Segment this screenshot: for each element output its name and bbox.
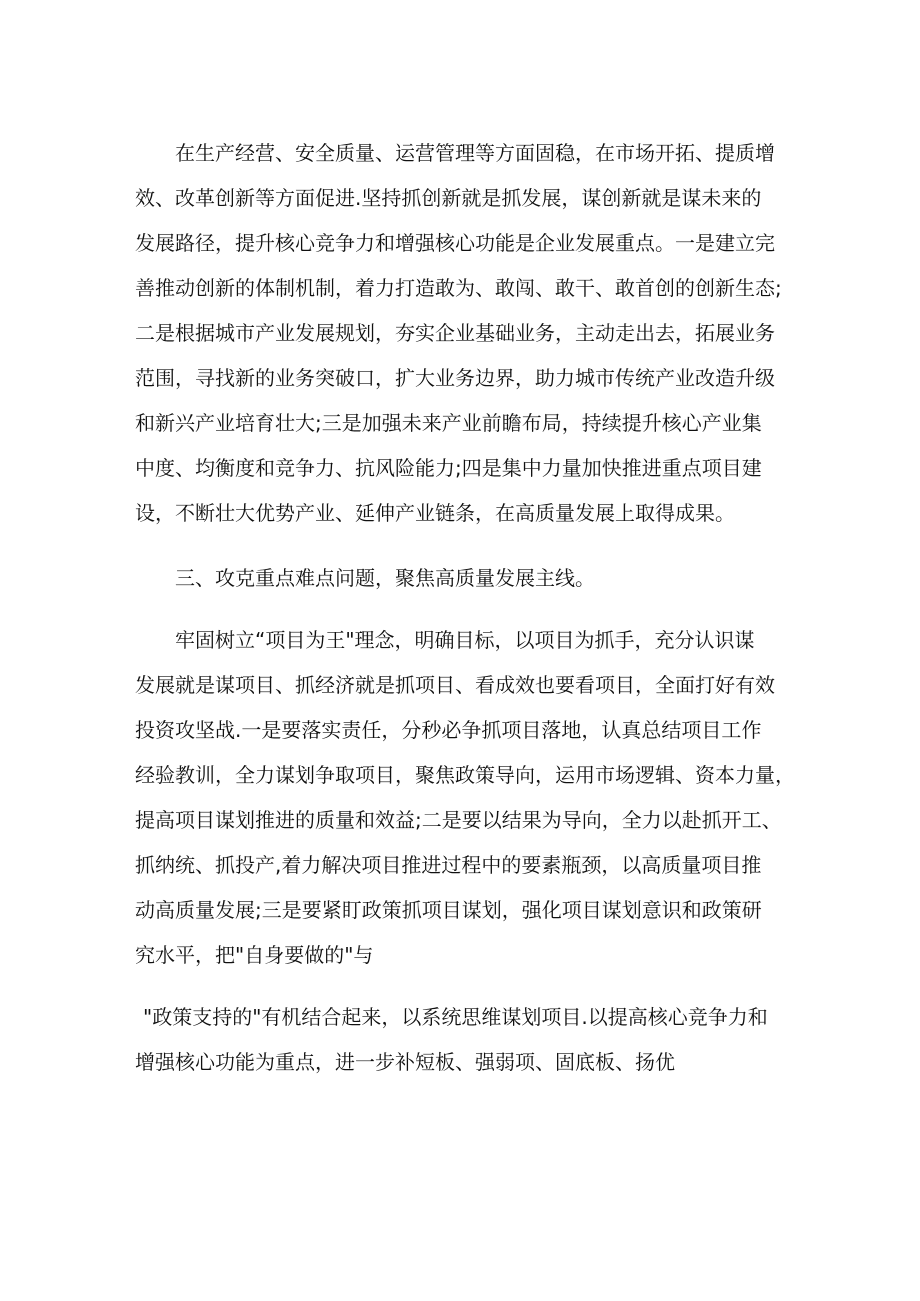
text-line-11: 牢固树立“项目为王"理念，明确目标，以项目为抓手，充分认识谋: [175, 628, 755, 652]
text-line-14: 经验教训，全力谋划争取项目，聚焦政策导向，运用市场逻辑、资本力量，: [135, 763, 795, 787]
text-line-17: 动高质量发展;三是要紧盯政策抓项目谋划，强化项目谋划意识和政策研: [135, 898, 762, 922]
text-line-9: 设，不断壮大优势产业、延伸产业链条，在高质量发展上取得成果。: [135, 501, 735, 525]
text-line-12: 发展就是谋项目、抓经济就是抓项目、看成效也要看项目，全面打好有效: [135, 673, 775, 697]
text-line-7: 和新兴产业培育壮大;三是加强未来产业前瞻布局，持续提升核心产业集: [135, 411, 762, 435]
text-line-8: 中度、均衡度和竞争力、抗风险能力;四是集中力量加快推进重点项目建: [135, 456, 762, 480]
text-line-15: 提高项目谋划推进的质量和效益;二是要以结果为导向，全力以赴抓开工、: [135, 808, 782, 832]
text-line-16: 抓纳统、抓投产,着力解决项目推进过程中的要素瓶颈，以高质量项目推: [135, 853, 762, 877]
text-line-18: 究水平，把"自身要做的"与: [135, 943, 374, 967]
text-line-6: 范围，寻找新的业务突破口，扩大业务边界，助力城市传统产业改造升级: [135, 366, 775, 390]
text-line-4: 善推动创新的体制机制，着力打造敢为、敢闯、敢干、敢首创的创新生态;: [135, 276, 782, 300]
text-line-5: 二是根据城市产业发展规划，夯实企业基础业务，主动走出去，拓展业务: [135, 321, 775, 345]
text-line-13: 投资攻坚战.一是要落实责任，分秒必争抓项目落地，认真总结项目工作: [135, 718, 762, 742]
text-line-1: 在生产经营、安全质量、运营管理等方面固稳，在市场开拓、提质增: [175, 141, 775, 165]
section-heading: 三、攻克重点难点问题，聚焦高质量发展主线。: [175, 566, 595, 590]
text-line-20: 增强核心功能为重点，进一步补短板、强弱项、固底板、扬优: [135, 1050, 675, 1074]
text-line-2: 效、改革创新等方面促进.坚持抓创新就是抓发展，谋创新就是谋未来的: [135, 186, 762, 210]
text-line-3: 发展路径，提升核心竞争力和增强核心功能是企业发展重点。一是建立完: [135, 231, 775, 255]
text-line-19: "政策支持的"有机结合起来，以系统思维谋划项目.以提高核心竞争力和: [143, 1005, 768, 1029]
